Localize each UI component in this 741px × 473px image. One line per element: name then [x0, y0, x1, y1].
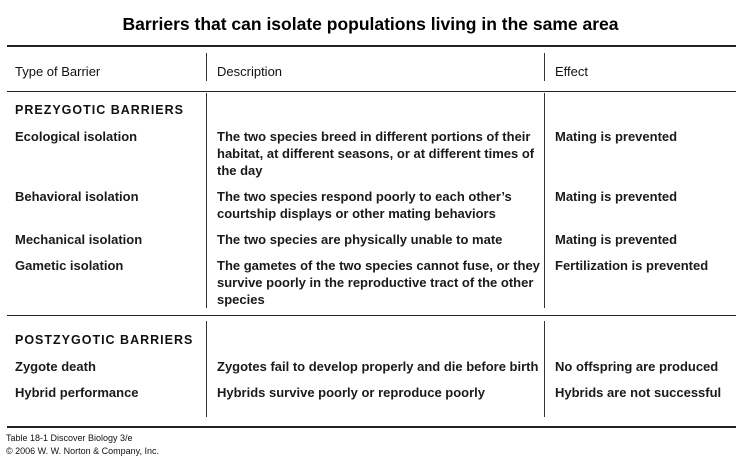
bottom-rule: [7, 426, 736, 428]
column-header-effect: Effect: [555, 64, 589, 79]
section-divider-rule: [7, 315, 736, 316]
source-caption: Table 18-1 Discover Biology 3/e: [6, 433, 133, 443]
barrier-type: Zygote death: [15, 359, 96, 374]
prezygotic-divider-1: [206, 93, 207, 308]
section-heading-prezygotic: PREZYGOTIC BARRIERS: [15, 103, 185, 117]
barrier-description: Hybrids survive poorly or reproduce poorly: [217, 385, 486, 400]
barrier-type: Hybrid performance: [15, 385, 139, 400]
barrier-type: Ecological isolation: [15, 129, 138, 144]
barrier-type: Mechanical isolation: [15, 232, 143, 247]
column-header-description: Description: [217, 64, 283, 79]
barrier-description: The two species respond poorly to each other’s courtship displays or other mating behaviors: [217, 189, 512, 221]
copyright-notice: © 2006 W. W. Norton & Company, Inc.: [6, 446, 160, 456]
header-divider-1: [206, 53, 207, 81]
barrier-effect: Mating is prevented: [555, 232, 678, 247]
top-rule: [7, 45, 736, 47]
barrier-description: Zygotes fail to develop properly and die before birth: [217, 359, 539, 374]
barrier-type: Behavioral isolation: [15, 189, 139, 204]
table-title: Barriers that can isolate populations living in the same area: [122, 14, 619, 34]
header-divider-2: [544, 53, 545, 81]
column-header-type: Type of Barrier: [15, 64, 101, 79]
barrier-effect: Mating is prevented: [555, 129, 678, 144]
section-heading-postzygotic: POSTZYGOTIC BARRIERS: [15, 333, 194, 347]
barrier-effect: Mating is prevented: [555, 189, 678, 204]
postzygotic-divider-1: [206, 321, 207, 417]
barrier-description: The two species are physically unable to mate: [217, 232, 503, 247]
barrier-effect: Fertilization is prevented: [555, 258, 709, 273]
barrier-description: The two species breed in different portions of their habitat, at different seasons, or at different times of the day: [217, 129, 535, 178]
barrier-effect: Hybrids are not successful: [555, 385, 722, 400]
header-rule: [7, 91, 736, 92]
barrier-description: The gametes of the two species cannot fuse, or they survive poorly in the reproductive tract of the other species: [217, 258, 540, 307]
barrier-effect: No offspring are produced: [555, 359, 719, 374]
barrier-type: Gametic isolation: [15, 258, 124, 273]
